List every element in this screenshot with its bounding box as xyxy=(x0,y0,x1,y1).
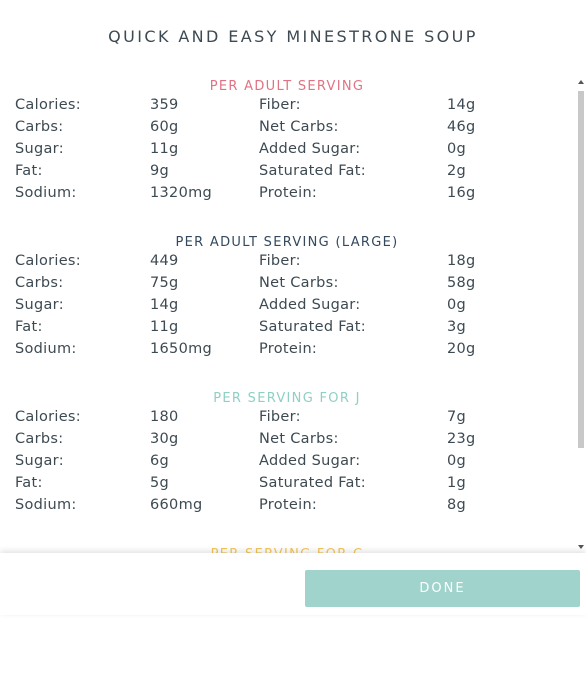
nutrition-row xyxy=(0,141,574,163)
scrollbar-thumb[interactable] xyxy=(578,91,584,448)
nutrition-row xyxy=(0,475,574,497)
nutrient-value: 0g xyxy=(447,453,467,469)
nutrition-section xyxy=(0,231,574,387)
nutrient-value: 20g xyxy=(447,341,476,357)
nutrient-value: 60g xyxy=(150,119,179,135)
scroll-down-arrow-icon[interactable] xyxy=(578,545,584,549)
modal-footer xyxy=(0,553,586,615)
nutrient-value: 16g xyxy=(447,185,476,201)
nutrition-section xyxy=(0,387,574,543)
nutrient-label: Fat: xyxy=(15,163,43,179)
nutrient-label: Carbs: xyxy=(15,431,64,447)
vertical-scrollbar[interactable] xyxy=(576,75,586,553)
nutrient-label: Carbs: xyxy=(15,119,64,135)
nutrition-row xyxy=(0,431,574,453)
nutrient-label: Added Sugar: xyxy=(259,141,361,157)
nutrient-label: Saturated Fat: xyxy=(259,319,366,335)
nutrient-value: 23g xyxy=(447,431,476,447)
nutrition-row xyxy=(0,97,574,119)
nutrition-row xyxy=(0,297,574,319)
nutrient-label: Calories: xyxy=(15,97,81,113)
nutrient-value: 5g xyxy=(150,475,170,491)
nutrient-value: 3g xyxy=(447,319,467,335)
nutrient-label: Sodium: xyxy=(15,497,77,513)
nutrient-value: 8g xyxy=(447,497,467,513)
nutrient-value: 0g xyxy=(447,297,467,313)
section-heading: PER ADULT SERVING xyxy=(209,79,365,94)
nutrient-value: 0g xyxy=(447,141,467,157)
section-heading: PER ADULT SERVING (LARGE) xyxy=(175,235,399,250)
section-heading: PER SERVING FOR J xyxy=(213,391,361,406)
nutrient-label: Added Sugar: xyxy=(259,297,361,313)
nutrient-value: 1g xyxy=(447,475,467,491)
nutrient-value: 75g xyxy=(150,275,179,291)
nutrition-row xyxy=(0,453,574,475)
nutrient-value: 9g xyxy=(150,163,170,179)
scroll-up-arrow-icon[interactable] xyxy=(578,80,584,84)
nutrition-row xyxy=(0,119,574,141)
nutrient-value: 6g xyxy=(150,453,170,469)
nutrient-value: 14g xyxy=(447,97,476,113)
modal-title: QUICK AND EASY MINESTRONE SOUP xyxy=(108,27,478,46)
nutrition-row xyxy=(0,253,574,275)
nutrient-label: Sodium: xyxy=(15,341,77,357)
nutrient-value: 1320mg xyxy=(150,185,213,201)
nutrient-label: Net Carbs: xyxy=(259,431,339,447)
nutrient-label: Fiber: xyxy=(259,253,301,269)
nutrition-row xyxy=(0,275,574,297)
nutrient-label: Fiber: xyxy=(259,409,301,425)
nutrition-row xyxy=(0,319,574,341)
nutrient-label: Fat: xyxy=(15,319,43,335)
nutrient-value: 46g xyxy=(447,119,476,135)
nutrient-value: 1650mg xyxy=(150,341,213,357)
nutrition-row xyxy=(0,409,574,431)
nutrient-value: 58g xyxy=(447,275,476,291)
nutrient-value: 449 xyxy=(150,253,179,269)
nutrient-label: Protein: xyxy=(259,341,318,357)
nutrition-row xyxy=(0,341,574,363)
nutrition-section xyxy=(0,75,574,231)
nutrient-label: Saturated Fat: xyxy=(259,475,366,491)
nutrient-label: Calories: xyxy=(15,253,81,269)
nutrient-value: 7g xyxy=(447,409,467,425)
nutrition-row xyxy=(0,163,574,185)
nutrient-label: Saturated Fat: xyxy=(259,163,366,179)
nutrient-value: 660mg xyxy=(150,497,203,513)
nutrient-label: Sugar: xyxy=(15,453,64,469)
nutrient-label: Fiber: xyxy=(259,97,301,113)
nutrient-value: 2g xyxy=(447,163,467,179)
nutrient-label: Protein: xyxy=(259,497,318,513)
nutrient-value: 14g xyxy=(150,297,179,313)
nutrient-label: Net Carbs: xyxy=(259,275,339,291)
nutrient-label: Sodium: xyxy=(15,185,77,201)
nutrient-label: Protein: xyxy=(259,185,318,201)
nutrient-label: Carbs: xyxy=(15,275,64,291)
nutrition-scroll-area[interactable] xyxy=(0,75,586,553)
nutrition-row xyxy=(0,185,574,207)
nutrient-label: Fat: xyxy=(15,475,43,491)
nutrient-label: Calories: xyxy=(15,409,81,425)
nutrient-value: 180 xyxy=(150,409,179,425)
done-button[interactable]: DONE xyxy=(305,570,580,607)
nutrient-value: 11g xyxy=(150,319,179,335)
nutrition-row xyxy=(0,497,574,519)
nutrient-value: 359 xyxy=(150,97,179,113)
nutrient-label: Added Sugar: xyxy=(259,453,361,469)
nutrient-value: 18g xyxy=(447,253,476,269)
nutrient-label: Sugar: xyxy=(15,141,64,157)
nutrient-value: 30g xyxy=(150,431,179,447)
nutrient-label: Net Carbs: xyxy=(259,119,339,135)
nutrient-label: Sugar: xyxy=(15,297,64,313)
nutrient-value: 11g xyxy=(150,141,179,157)
